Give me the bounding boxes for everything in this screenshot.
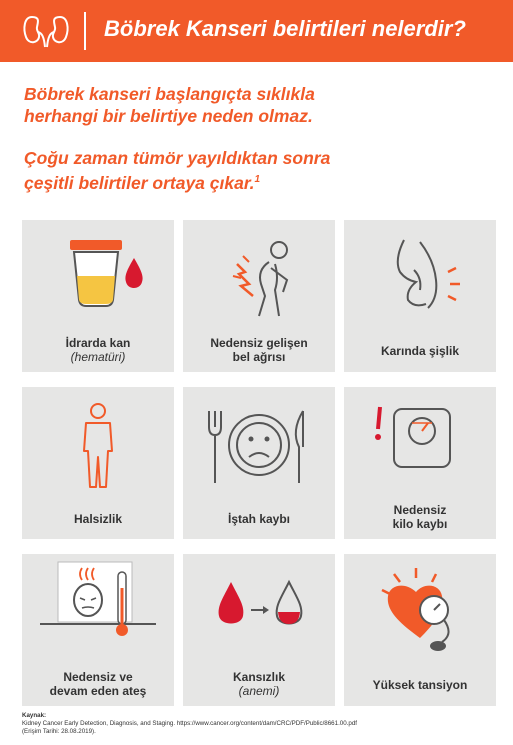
symptoms-grid <box>22 220 496 707</box>
symptom-card <box>183 554 335 706</box>
symptom-title: Halsizlik <box>73 512 123 526</box>
symptom-card <box>22 220 174 372</box>
intro-paragraph-1 <box>24 83 494 127</box>
symptom-title: Kansızlık <box>232 670 286 684</box>
footer-source <box>22 712 502 736</box>
source-label: Kaynak: <box>22 712 47 719</box>
source-citation: Kidney Cancer Early Detection, Diagnosis, and Staging. https://www.cancer.org/content/dam/CRC/PDF/Public/8661.00.pdf <box>22 720 357 727</box>
page-title: Böbrek Kanseri belirtileri nelerdir? <box>104 16 466 41</box>
symptom-card <box>183 387 335 539</box>
symptom-subtitle: (hematüri) <box>70 350 126 364</box>
intro-line: Böbrek kanseri başlangıçta sıklıkla <box>24 84 315 104</box>
symptom-card <box>344 387 496 539</box>
symptom-card <box>344 554 496 706</box>
header-divider <box>84 12 86 50</box>
footnote-ref: 1 <box>254 174 261 185</box>
source-access-date: (Erişim Tarihi: 28.08.2019). <box>22 728 96 735</box>
symptom-title: Karında şişlik <box>380 344 460 358</box>
intro-line: Çoğu zaman tümör yayıldıktan sonra <box>24 148 331 168</box>
intro-line: çeşitli belirtiler ortaya çıkar.$^1$ <box>24 172 261 193</box>
kidneys-icon <box>22 13 70 49</box>
symptom-title-line2: devam eden ateş <box>49 684 147 698</box>
symptom-title-line2: kilo kaybı <box>392 517 448 531</box>
symptom-title: Yüksek tansiyon <box>372 678 468 692</box>
symptom-card <box>183 220 335 372</box>
symptom-card <box>344 220 496 372</box>
symptom-title: İdrarda kan <box>65 336 131 350</box>
header-bar <box>0 0 513 62</box>
symptom-card <box>22 387 174 539</box>
intro-line: herhangi bir belirtiye neden olmaz. <box>24 106 313 126</box>
symptom-card <box>22 554 174 706</box>
symptom-title-line2: bel ağrısı <box>232 350 286 364</box>
symptom-title: Nedensiz gelişen <box>210 336 308 350</box>
symptom-title: Nedensiz <box>393 503 447 517</box>
intro-paragraph-2 <box>24 147 494 194</box>
symptom-title: Nedensiz ve <box>63 670 133 684</box>
symptom-title: İştah kaybı <box>227 512 291 526</box>
symptom-subtitle: (anemi) <box>238 684 280 698</box>
